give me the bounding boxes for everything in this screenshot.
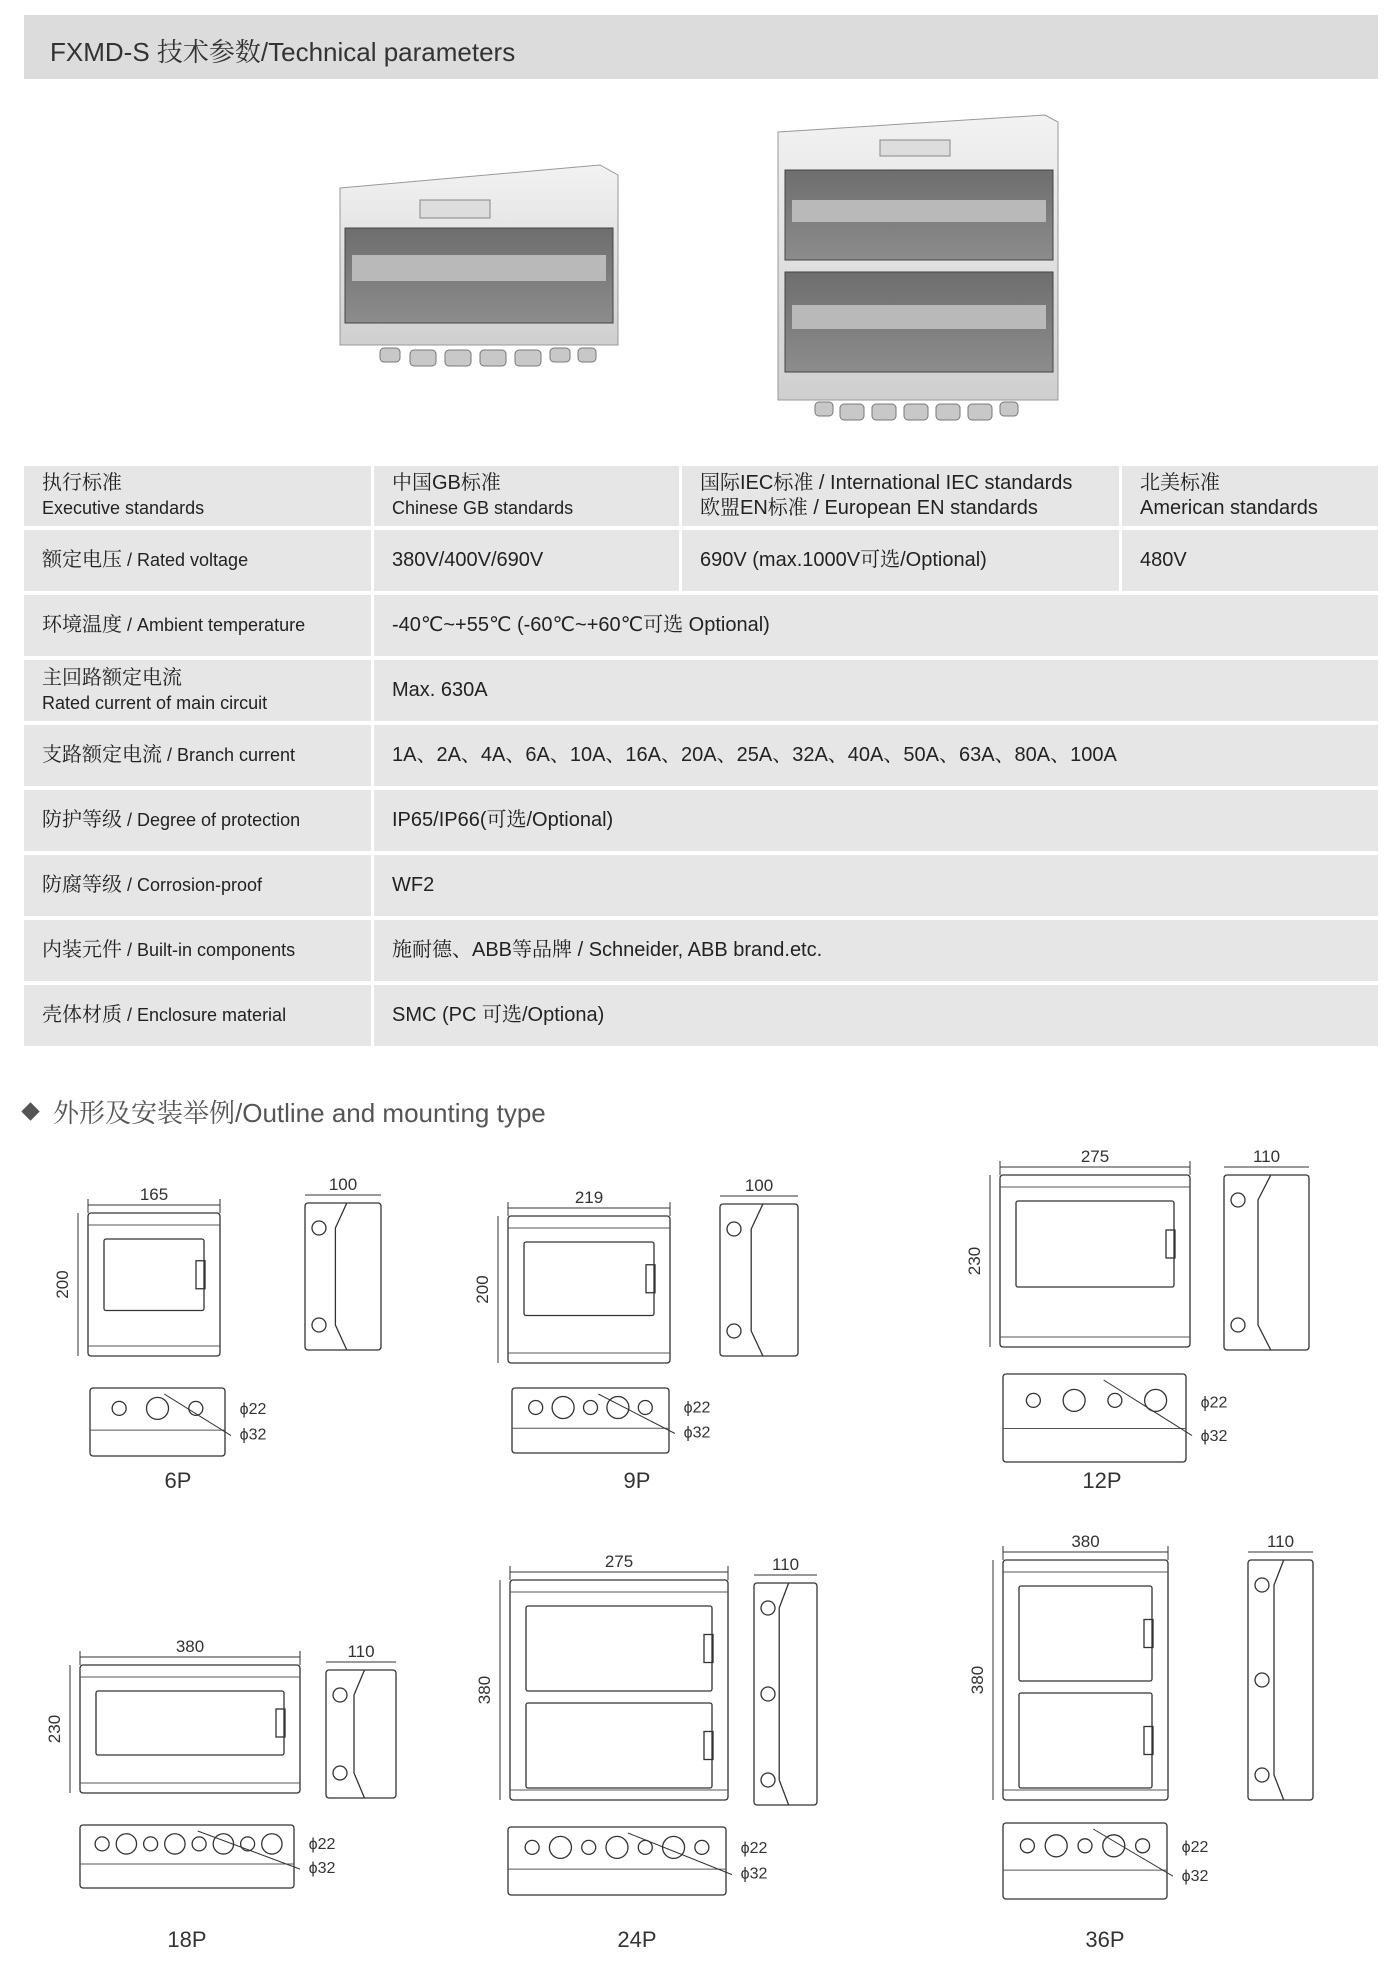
page-title: FXMD-S 技术参数/Technical parameters (50, 37, 516, 67)
gland-hole-icon (606, 1836, 628, 1858)
cell-value: SMC (PC 可选/Optiona) (392, 1004, 605, 1026)
front-window (1016, 1201, 1174, 1287)
label-cn: 壳体材质 (42, 1004, 122, 1026)
depth-label: 110 (347, 1642, 375, 1661)
gland-hole-icon (116, 1834, 136, 1854)
mount-hole-icon (761, 1601, 775, 1615)
label-cn: 支路额定电流 (42, 744, 162, 766)
drawing-24P (475, 1552, 817, 1952)
label-cn: 主回路额定电流 (42, 666, 182, 689)
cell-en: Chinese GB standards (392, 498, 574, 518)
gland-hole-icon (552, 1397, 574, 1419)
height-label: 380 (475, 1675, 494, 1705)
label-en: Rated current of main circuit (42, 692, 268, 713)
label-en: Executive standards (42, 498, 205, 518)
cell-cn: 中国GB标准 (392, 472, 501, 494)
depth-label: 110 (771, 1555, 800, 1574)
side-door-profile (335, 1203, 346, 1350)
gland-hole-icon (638, 1401, 652, 1415)
bottom-view (90, 1388, 225, 1456)
front-window (524, 1242, 654, 1316)
gland-hole-icon (192, 1837, 206, 1851)
gland-hole-icon (638, 1840, 652, 1854)
height-label: 200 (473, 1275, 492, 1304)
label-en: / Built-in components (122, 940, 296, 960)
gland-hole-icon (147, 1397, 169, 1419)
mount-hole-icon (1255, 1578, 1269, 1592)
mount-hole-icon (333, 1688, 347, 1702)
cell-value: 施耐德、ABB等品牌 / Schneider, ABB brand.etc. (392, 939, 823, 961)
leader-line (164, 1394, 231, 1436)
cell-en: American standards (1140, 497, 1318, 519)
label-en: / Enclosure material (122, 1005, 287, 1025)
model-label: 18P (167, 1927, 207, 1952)
cell-cn: 国际IEC标准 / International IEC standards (700, 472, 1073, 494)
label-cn: 防护等级 (42, 809, 122, 831)
width-label: 165 (139, 1185, 169, 1204)
bottom-view (1003, 1823, 1167, 1899)
front-view (510, 1580, 728, 1800)
width-label: 380 (175, 1637, 205, 1656)
gland-hole-icon (1045, 1835, 1067, 1857)
gland-hole-icon (663, 1836, 685, 1858)
side-view (720, 1204, 798, 1356)
gland-hole-icon (1020, 1839, 1034, 1853)
front-window (526, 1606, 712, 1691)
bottom-view (512, 1388, 669, 1453)
mount-hole-icon (333, 1766, 347, 1780)
cell-value: Max. 630A (392, 679, 488, 701)
model-label: 36P (1085, 1927, 1125, 1952)
width-label: 380 (1071, 1532, 1100, 1551)
gland-hole-icon (1026, 1393, 1040, 1407)
cell-value: 480V (1140, 549, 1187, 571)
side-door-profile (751, 1204, 763, 1356)
drawing-36P (968, 1532, 1313, 1952)
gland-hole-icon (144, 1837, 158, 1851)
label-cn: 防腐等级 (42, 874, 122, 896)
gland-hole-icon (1078, 1839, 1092, 1853)
label-cn: 环境温度 (42, 614, 122, 636)
gland-hole-icon (262, 1834, 282, 1854)
hole-small-label: ϕ22 (683, 1399, 711, 1417)
mount-hole-icon (727, 1324, 741, 1338)
label-en: / Degree of protection (122, 810, 301, 830)
width-label: 275 (1080, 1147, 1110, 1166)
mount-hole-icon (761, 1773, 775, 1787)
hole-small-label: ϕ22 (740, 1839, 768, 1857)
side-door-profile (779, 1583, 788, 1805)
cell-value: 690V (max.1000V可选/Optional) (700, 549, 987, 571)
hole-large-label: ϕ32 (740, 1865, 768, 1883)
hole-large-label: ϕ32 (1200, 1427, 1228, 1445)
label-cn: 内装元件 (42, 939, 122, 961)
side-view (1248, 1560, 1313, 1800)
front-window (104, 1239, 204, 1311)
gland-hole-icon (1108, 1393, 1122, 1407)
gland-hole-icon (525, 1840, 539, 1854)
height-label: 380 (968, 1665, 987, 1695)
bottom-view (80, 1825, 294, 1888)
gland-hole-icon (549, 1836, 571, 1858)
gland-hole-icon (582, 1840, 596, 1854)
leader-line (598, 1394, 675, 1434)
front-window (96, 1691, 284, 1755)
drawing-12P (965, 1147, 1309, 1493)
side-view (305, 1203, 381, 1350)
cell-value: -40℃~+55℃ (-60℃~+60℃可选 Optional) (392, 614, 770, 636)
height-label: 200 (53, 1270, 72, 1299)
height-label: 230 (45, 1714, 64, 1744)
gland-hole-icon (112, 1401, 126, 1415)
front-view (88, 1213, 220, 1356)
gland-hole-icon (213, 1834, 233, 1854)
mount-hole-icon (312, 1318, 326, 1332)
gland-hole-icon (165, 1834, 185, 1854)
label-en: / Rated voltage (122, 550, 249, 570)
gland-hole-icon (695, 1840, 709, 1854)
front-window (526, 1703, 712, 1788)
model-label: 6P (164, 1468, 192, 1493)
width-label: 275 (604, 1552, 634, 1571)
hole-large-label: ϕ32 (239, 1426, 267, 1444)
hole-small-label: ϕ22 (239, 1400, 267, 1418)
drawing-9P (473, 1176, 798, 1493)
label-en: / Ambient temperature (122, 615, 306, 635)
section-title: 外形及安装举例/Outline and mounting type (53, 1098, 546, 1128)
mount-hole-icon (761, 1687, 775, 1701)
front-view (1003, 1560, 1168, 1800)
width-label: 219 (574, 1188, 604, 1207)
cell-value: 1A、2A、4A、6A、10A、16A、20A、25A、32A、40A、50A、63A、80A、100A (392, 744, 1117, 766)
hole-large-label: ϕ32 (308, 1859, 336, 1877)
cell-value: IP65/IP66(可选/Optional) (392, 809, 614, 831)
depth-label: 100 (744, 1176, 774, 1195)
model-label: 9P (623, 1468, 651, 1493)
side-door-profile (354, 1670, 365, 1798)
depth-label: 110 (1252, 1147, 1281, 1166)
depth-label: 100 (328, 1175, 358, 1194)
hole-large-label: ϕ32 (1181, 1867, 1209, 1885)
drawing-6P (53, 1175, 381, 1493)
mount-hole-icon (1231, 1318, 1245, 1332)
cell-value: 380V/400V/690V (392, 549, 544, 571)
side-view (1224, 1175, 1309, 1350)
cell-value: WF2 (392, 874, 435, 896)
mount-hole-icon (1255, 1768, 1269, 1782)
label-en: / Corrosion-proof (122, 875, 263, 895)
hole-small-label: ϕ22 (308, 1835, 336, 1853)
hole-small-label: ϕ22 (1181, 1838, 1209, 1856)
gland-hole-icon (95, 1837, 109, 1851)
mount-hole-icon (727, 1222, 741, 1236)
side-view (754, 1583, 817, 1805)
cell-cn: 北美标准 (1140, 472, 1220, 494)
depth-label: 110 (1266, 1532, 1295, 1551)
mount-hole-icon (1231, 1193, 1245, 1207)
gland-hole-icon (241, 1837, 255, 1851)
drawing-18P (45, 1637, 396, 1952)
mount-hole-icon (312, 1221, 326, 1235)
model-label: 12P (1082, 1468, 1122, 1493)
hole-large-label: ϕ32 (683, 1424, 711, 1442)
gland-hole-icon (529, 1401, 543, 1415)
side-door-profile (1258, 1175, 1271, 1350)
front-window (1019, 1693, 1152, 1788)
leader-line (1104, 1380, 1192, 1436)
front-window (1019, 1586, 1152, 1681)
hole-small-label: ϕ22 (1200, 1394, 1228, 1412)
cell-en: 欧盟EN标准 / European EN standards (700, 497, 1038, 519)
gland-hole-icon (1136, 1839, 1150, 1853)
height-label: 230 (965, 1246, 984, 1276)
side-door-profile (1274, 1560, 1284, 1800)
label-cn: 额定电压 (42, 549, 122, 571)
gland-hole-icon (584, 1401, 598, 1415)
bottom-view (508, 1827, 726, 1895)
front-view (80, 1665, 300, 1793)
label-en: / Branch current (162, 745, 296, 765)
bottom-view (1003, 1374, 1186, 1462)
mount-hole-icon (1255, 1673, 1269, 1687)
gland-hole-icon (1063, 1389, 1085, 1411)
model-label: 24P (617, 1927, 657, 1952)
label-cn: 执行标准 (42, 472, 122, 494)
